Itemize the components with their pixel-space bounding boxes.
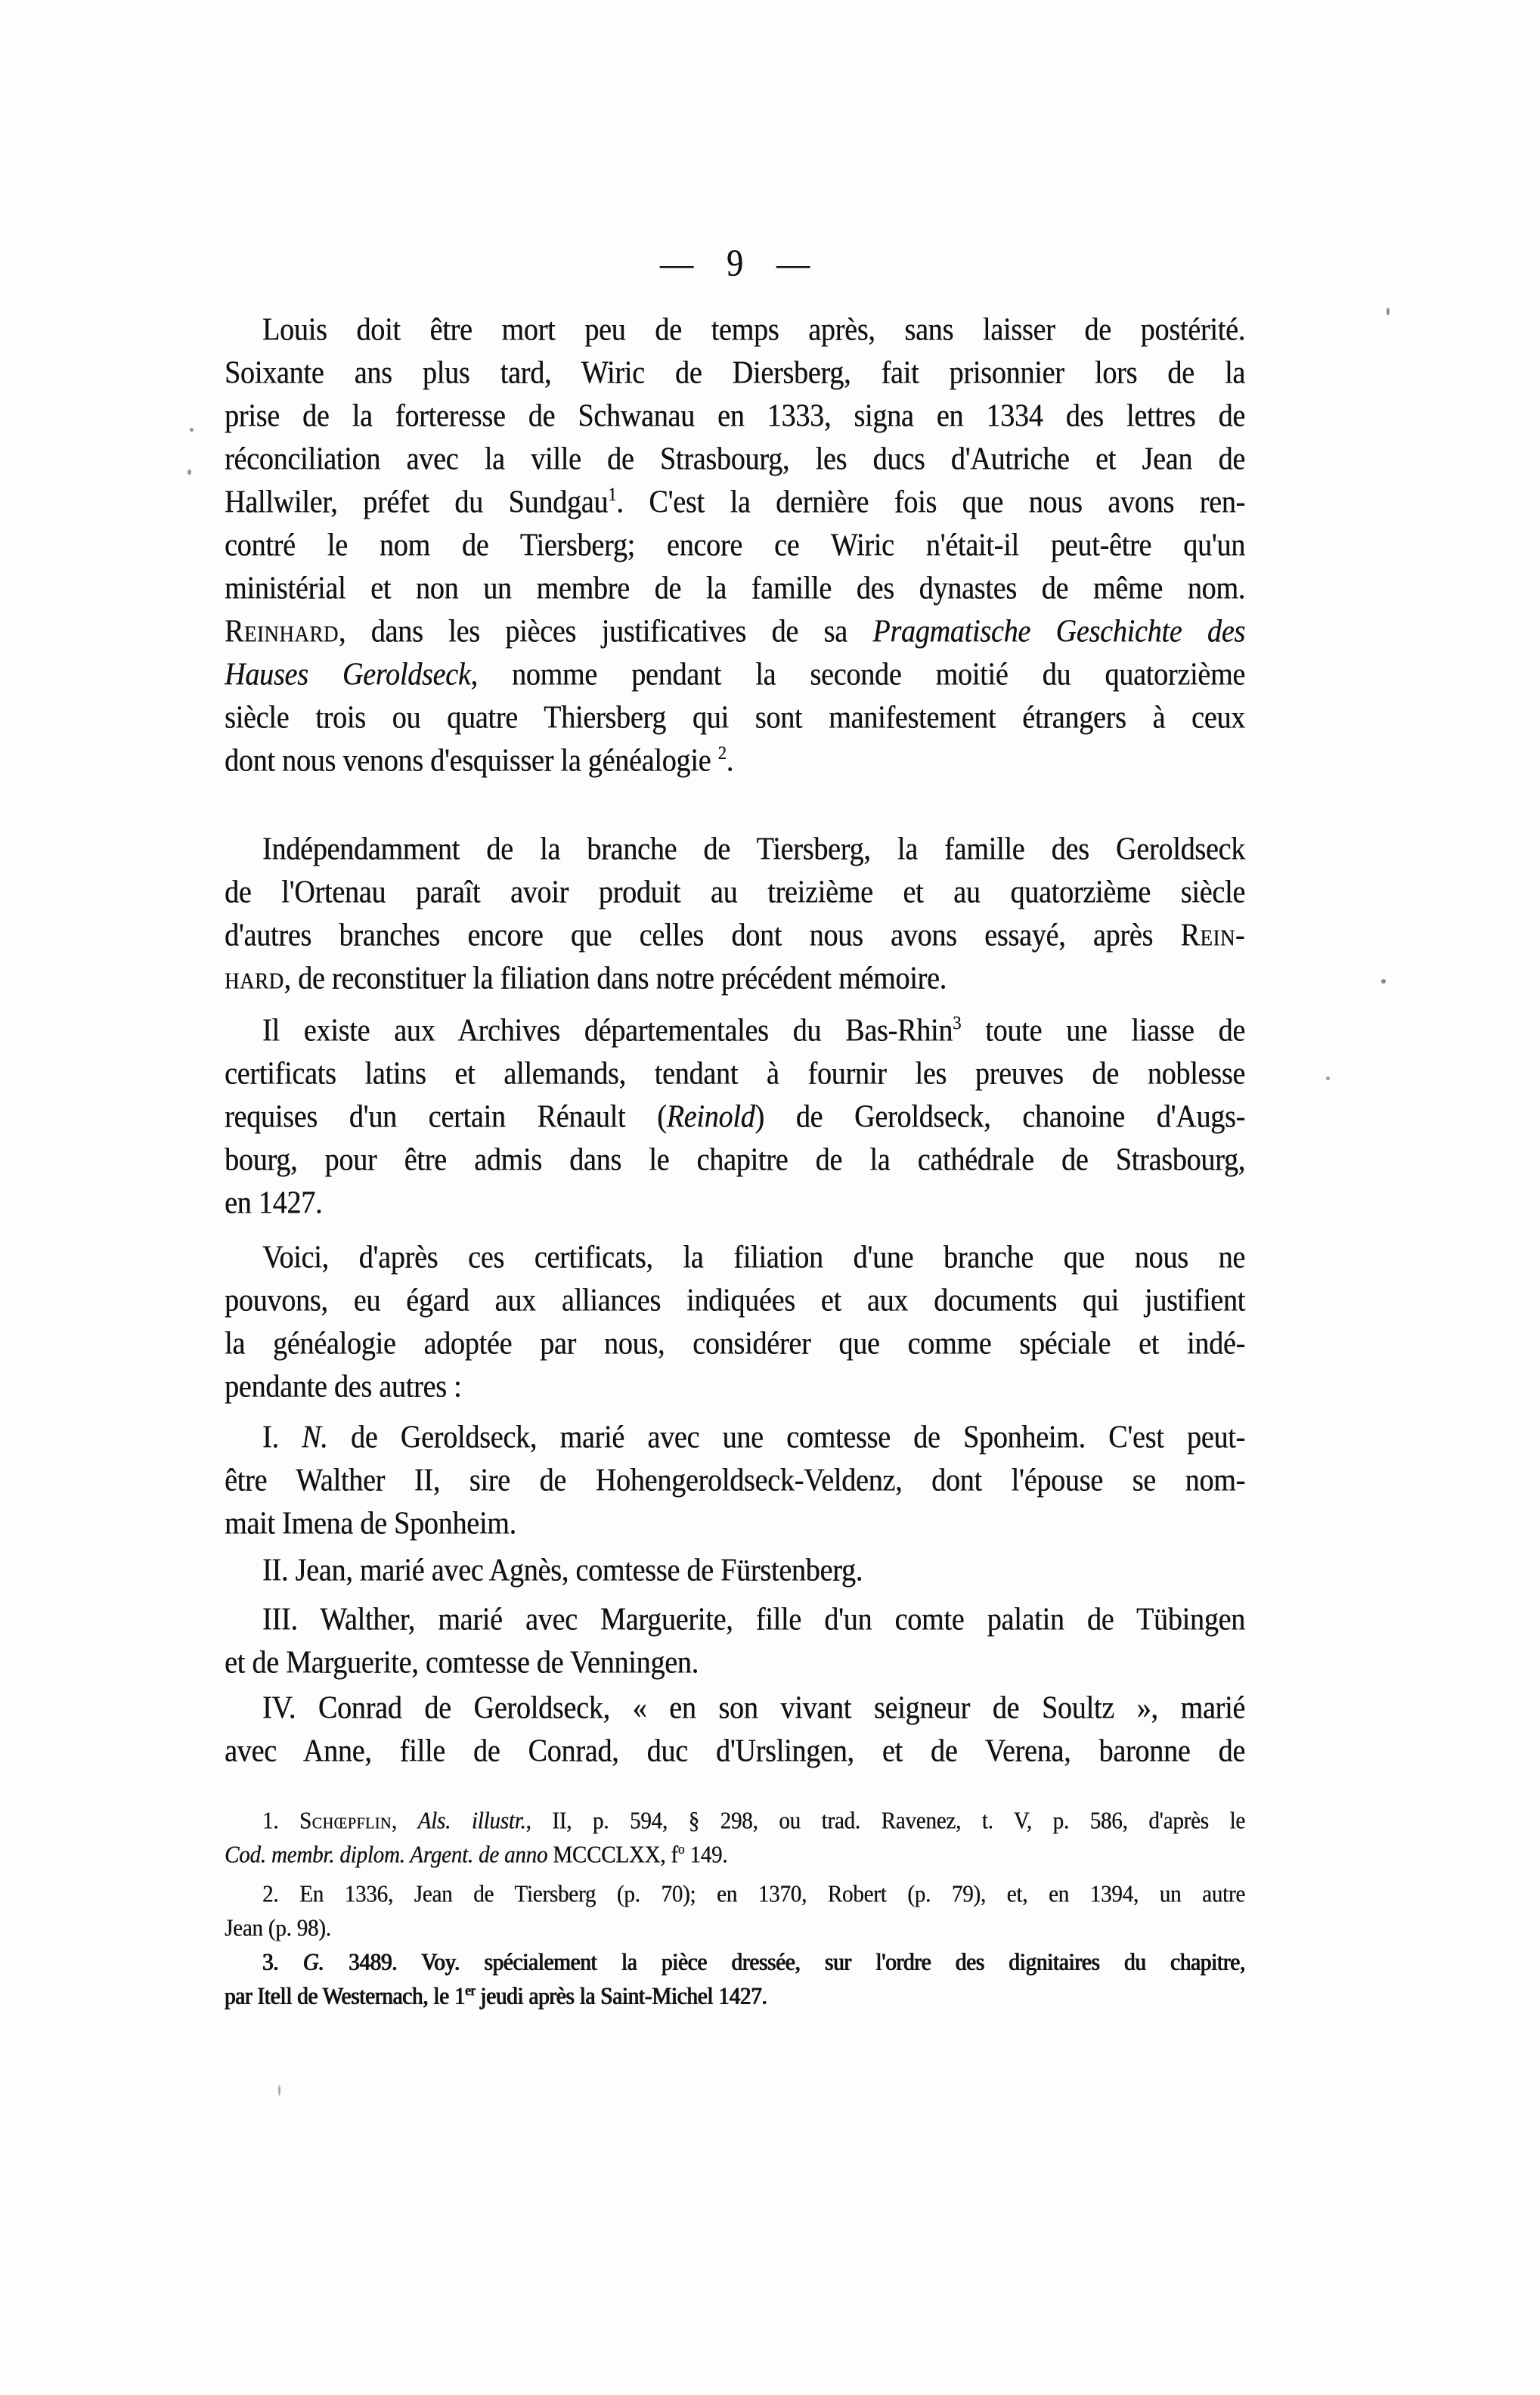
- text-segment: III. Walther, marié avec Marguerite, fille d'un comte palatin de Tübingen: [262, 1601, 1245, 1637]
- text-segment: MCCCLXX, f: [547, 1842, 678, 1869]
- text-segment: de Geroldseck, marié avec une comtesse de Sponheim. C'est peut-: [327, 1419, 1246, 1455]
- paragraph: [225, 308, 1245, 782]
- text-segment: dont nous venons d'esquisser la généalogie: [225, 742, 718, 779]
- text-line: [225, 1876, 1245, 1913]
- text-segment: 149.: [684, 1842, 728, 1869]
- paragraph: [225, 828, 1245, 1000]
- text-segment: Hauses Geroldseck: [225, 656, 471, 692]
- text-segment: siècle trois ou quatre Thiersberg qui sont manifestement étrangers à ceux: [225, 699, 1245, 736]
- text-segment: toute une liasse de: [961, 1012, 1245, 1049]
- text-segment: et de Marguerite, comtesse de Venningen.: [225, 1644, 699, 1681]
- text-line: [225, 1803, 1245, 1840]
- footnote: [225, 1805, 1245, 1873]
- text-line: [225, 306, 1245, 355]
- text-line: [225, 1320, 1245, 1368]
- text-segment: Reinhard: [225, 613, 339, 649]
- text-segment: contré le nom de Tiersberg; encore ce Wiric n'était-il peut-être qu'un: [225, 527, 1245, 563]
- text-segment: I.: [262, 1419, 302, 1455]
- paragraph: [225, 1549, 1245, 1592]
- footnotes-section: [225, 1805, 1245, 2014]
- footnote-marker: 1: [608, 483, 617, 505]
- text-segment: 2. En 1336, Jean de Tiersberg (p. 70); en 1370, Robert (p. 79), et, en 1394, un autre: [262, 1881, 1245, 1908]
- text-segment: Voici, d'après ces certificats, la filiation d'une branche que nous ne: [262, 1239, 1245, 1275]
- text-line: [225, 392, 1245, 441]
- scan-speck: [1387, 308, 1390, 315]
- text-segment: requises d'un certain Rénault (: [225, 1098, 667, 1135]
- text-line: [225, 565, 1245, 613]
- text-segment: Indépendamment de la branche de Tiersberg, la famille des Geroldseck: [262, 831, 1245, 867]
- text-segment: . C'est la dernière fois que nous avons ren-: [616, 484, 1245, 520]
- footnote-marker: 3: [953, 1012, 962, 1033]
- scan-speck: [187, 469, 191, 475]
- text-line: [225, 349, 1245, 398]
- text-segment: 3.: [262, 1949, 303, 1976]
- text-line: [225, 1596, 1245, 1644]
- text-line: [225, 651, 1245, 699]
- paragraph: [225, 1236, 1245, 1408]
- text-segment: , nomme pendant la seconde moitié du quatorzième: [470, 656, 1245, 692]
- text-segment: Il existe aux Archives départementales du Bas-Rhin: [262, 1012, 953, 1049]
- text-line: [225, 1007, 1245, 1055]
- footnote: [225, 1878, 1245, 1946]
- paragraph: [225, 1009, 1245, 1225]
- text-line: [225, 1978, 1245, 2015]
- text-segment: Reinold: [666, 1098, 755, 1135]
- text-line: [225, 522, 1245, 570]
- text-segment: pouvons, eu égard aux alliances indiquées et aux documents qui justifient: [225, 1282, 1245, 1318]
- page-body: [225, 308, 1245, 1773]
- text-segment: la généalogie adoptée par nous, considérer que comme spéciale et indé-: [225, 1325, 1245, 1362]
- text-segment: .: [726, 742, 734, 779]
- text-line: [225, 1414, 1245, 1462]
- footnote: [225, 1946, 1245, 2014]
- text-segment: Soixante ans plus tard, Wiric de Diersberg, fait prisonnier lors de la: [225, 355, 1245, 391]
- text-segment: Hallwiler, préfet du Sundgau: [225, 484, 609, 520]
- text-line: [225, 1727, 1245, 1776]
- text-segment: bourg, pour être admis dans le chapitre de la cathédrale de Strasbourg,: [225, 1142, 1245, 1178]
- text-line: [225, 737, 1245, 785]
- text-segment: 1.: [262, 1808, 300, 1835]
- text-segment: 3489. Voy. spécialement la pièce dressée, sur l'ordre des dignitaires du chapitre,: [324, 1949, 1245, 1976]
- text-segment: IV. Conrad de Geroldseck, « en son vivant seigneur de Soultz », marié: [262, 1690, 1245, 1726]
- text-segment: prise de la forteresse de Schwanau en 1333, signa en 1334 des lettres de: [225, 398, 1245, 434]
- text-segment: réconciliation avec la ville de Strasbourg, les ducs d'Autriche et Jean de: [225, 441, 1245, 477]
- text-segment: Schœpflin: [299, 1808, 392, 1835]
- text-segment: en 1427.: [225, 1185, 323, 1221]
- text-line: [225, 826, 1245, 874]
- page-number: — 9 —: [660, 242, 810, 285]
- text-segment: , dans les pièces justificatives de sa: [338, 613, 873, 649]
- text-line: [225, 608, 1245, 656]
- scan-speck: [278, 2085, 280, 2096]
- text-segment: certificats latins et allemands, tendant à fournir les preuves de noblesse: [225, 1055, 1245, 1092]
- text-line: [225, 435, 1245, 484]
- text-segment: G.: [302, 1949, 324, 1976]
- scan-speck: [1326, 1077, 1330, 1080]
- text-line: [225, 694, 1245, 742]
- text-line: [225, 1944, 1245, 1981]
- text-line: [225, 1050, 1245, 1098]
- text-segment: jeudi après la Saint-Michel 1427.: [475, 1983, 767, 2010]
- text-segment: de l'Ortenau paraît avoir produit au treizième et au quatorzième siècle: [225, 874, 1245, 910]
- text-segment: , II, p. 594, § 298, ou trad. Ravenez, t. V, p. 586, d'après le: [525, 1808, 1245, 1835]
- text-segment: être Walther II, sire de Hohengeroldseck-Veldenz, dont l'épouse se nom-: [225, 1462, 1245, 1498]
- text-line: [225, 1684, 1245, 1733]
- paragraph: [225, 1416, 1245, 1545]
- text-line: [225, 1837, 1245, 1874]
- text-line: [225, 1639, 1245, 1687]
- text-segment: Jean (p. 98).: [225, 1915, 331, 1942]
- text-line: [225, 1363, 1245, 1411]
- text-segment: Louis doit être mort peu de temps après, sans laisser de postérité.: [262, 311, 1245, 348]
- scan-speck: [1381, 979, 1386, 984]
- paragraph: [225, 1687, 1245, 1773]
- text-line: [225, 912, 1245, 960]
- paragraph: [225, 1598, 1245, 1684]
- text-segment: Pragmatische Geschichte des: [872, 613, 1245, 649]
- text-segment: ) de Geroldseck, chanoine d'Augs-: [755, 1098, 1245, 1135]
- text-segment: Cod. membr. diplom. Argent. de anno: [225, 1842, 548, 1869]
- text-segment: N.: [302, 1419, 328, 1455]
- scan-speck: [190, 428, 194, 432]
- text-segment: avec Anne, fille de Conrad, duc d'Urslingen, et de Verena, baronne de: [225, 1733, 1245, 1769]
- text-line: [225, 1179, 1245, 1228]
- text-line: [225, 1910, 1245, 1947]
- text-segment: ministérial et non un membre de la famille des dynastes de même nom.: [225, 570, 1245, 606]
- footnote-marker: er: [465, 1981, 476, 1999]
- text-segment: , de reconstituer la filiation dans notre précédent mémoire.: [284, 960, 947, 996]
- text-segment: II. Jean, marié avec Agnès, comtesse de Fürstenberg.: [262, 1552, 863, 1588]
- text-segment: mait Imena de Sponheim.: [225, 1505, 516, 1541]
- text-segment: hard: [225, 960, 284, 996]
- text-segment: Rein-: [1180, 917, 1245, 953]
- text-line: [225, 1457, 1245, 1505]
- footnote-marker: 2: [717, 742, 727, 764]
- text-segment: d'autres branches encore que celles dont nous avons essayé, après: [225, 917, 1181, 953]
- text-line: [225, 1547, 1245, 1595]
- text-segment: Als. illustr.: [417, 1808, 526, 1835]
- text-segment: ,: [391, 1808, 418, 1835]
- footnote-marker: o: [677, 1840, 685, 1857]
- text-line: [225, 479, 1245, 527]
- text-line: [225, 1093, 1245, 1142]
- text-line: [225, 1136, 1245, 1185]
- text-line: [225, 1500, 1245, 1548]
- text-line: [225, 1277, 1245, 1325]
- text-line: [225, 1234, 1245, 1282]
- scan-speck: [387, 540, 391, 544]
- text-segment: par Itell de Westernach, le 1: [225, 1983, 466, 2010]
- text-segment: pendante des autres :: [225, 1368, 462, 1405]
- text-line: [225, 869, 1245, 917]
- text-line: [225, 955, 1245, 1003]
